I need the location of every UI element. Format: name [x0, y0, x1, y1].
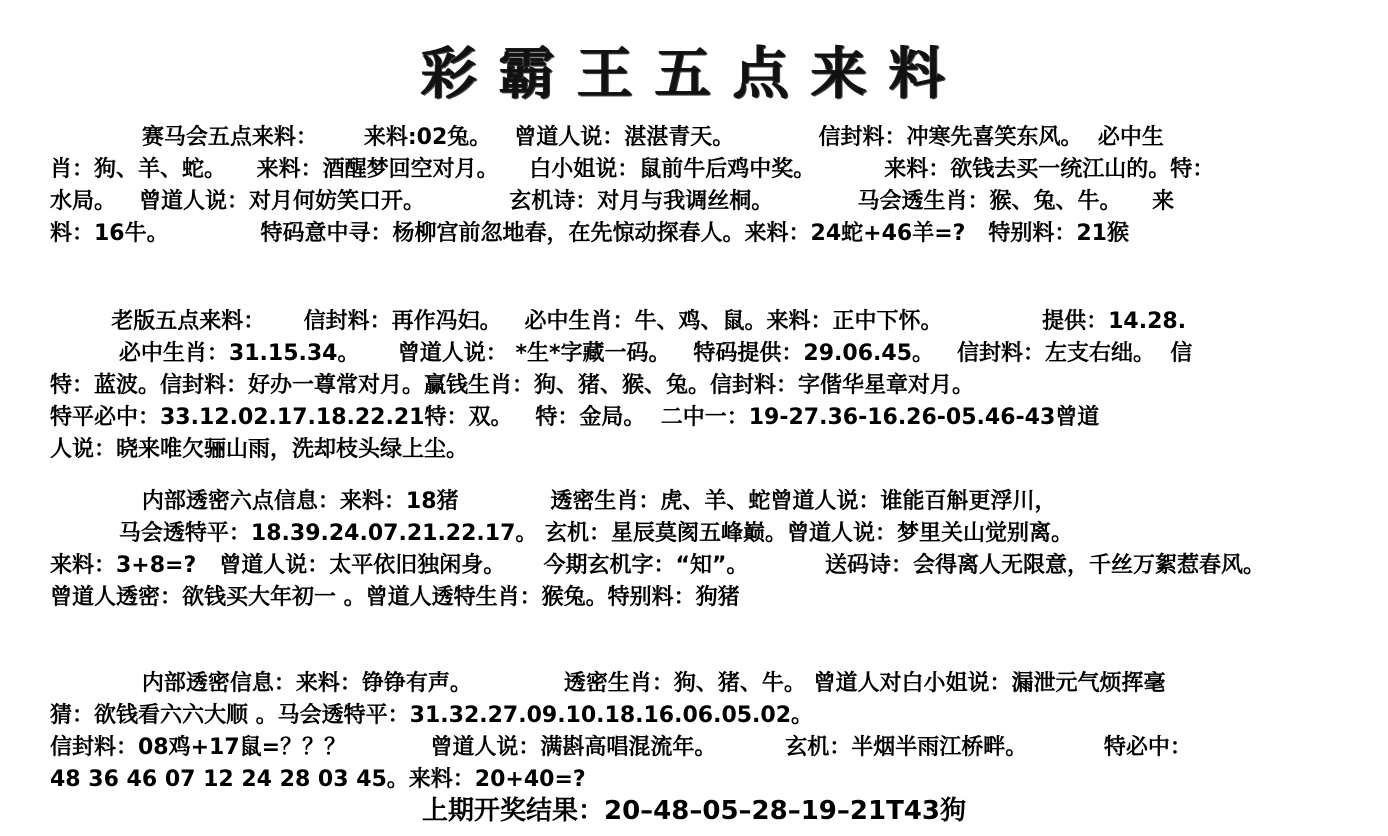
- text-line: 来料：3+8=? 曾道人说：太平依旧独闲身。 今期玄机字：“知”。 送码诗：会得离人无限意，千丝万絮惹春风。: [50, 553, 1266, 578]
- text-line: 老版五点来料： 信封料：再作冯妇。 必中生肖：牛、鸡、鼠。来料：正中下怀。 提供：14.28.: [50, 309, 1187, 334]
- text-line: 曾道人透密：欲钱买大年初一 。曾道人透特生肖：猴兔。特别料：狗猪: [50, 585, 740, 610]
- text-line: 内部透密信息：来料：铮铮有声。 透密生肖：狗、猪、牛。 曾道人对白小姐说：漏泄元气烦挥毫: [50, 671, 1166, 696]
- section-saimahui: [50, 122, 1385, 250]
- page-title: 彩霸王五点来料: [421, 41, 967, 107]
- last-draw-result: 上期开奖结果：20–48–05–28–19–21T43狗: [421, 796, 966, 826]
- text-line: 特平必中：33.12.02.17.18.22.21特：双。 特：金局。 二中一：19-27.36-16.26-05.46-43曾道: [50, 405, 1100, 430]
- text-line: 信封料：08鸡+17鼠=？？？ 曾道人说：满斟高唱混流年。 玄机：半烟半雨江桥畔。 特必中：: [50, 735, 1192, 760]
- text-line: 料：16牛。 特码意中寻：杨柳宫前忽地春，在先惊动探春人。来料：24蛇+46羊=? 特别料：21猴: [50, 221, 1129, 246]
- text-line: 马会透特平：18.39.24.07.21.22.17。 玄机：星辰莫阂五峰巅。曾道人说：梦里关山觉别离。: [50, 521, 1074, 546]
- section-neibu-liudian: [50, 486, 1385, 614]
- text-line: 特：蓝波。信封料：好办一尊常对月。赢钱生肖：狗、猪、猴、兔。信封料：字偕华星章对月。: [50, 373, 975, 398]
- text-line: 必中生肖：31.15.34。 曾道人说： *生*字藏一码。 特码提供：29.06.45。 信封料：左支右绌。 信: [50, 341, 1193, 366]
- section-laoban: [50, 306, 1385, 466]
- text-line: 48 36 46 07 12 24 28 03 45。来料：20+40=?: [50, 767, 586, 792]
- text-line: 赛马会五点来料： 来料:02兔。 曾道人说：湛湛青天。 信封料：冲寒先喜笑东风。 必中生: [50, 125, 1164, 150]
- text-line: 猜：欲钱看六六大顺 。马会透特平：31.32.27.09.10.18.16.06.05.02。: [50, 703, 814, 728]
- text-line: 内部透密六点信息：来料：18猪 透密生肖：虎、羊、蛇曾道人说：谁能百斛更浮川，: [50, 489, 1057, 514]
- text-line: 人说：晓来唯欠骊山雨，洗却枝头绿上尘。: [50, 437, 469, 462]
- section-neibu: [50, 668, 1385, 796]
- text-line: 肖：狗、羊、蛇。 来料：酒醒梦回空对月。 白小姐说：鼠前牛后鸡中奖。 来料：欲钱去买一统江山的。特：: [50, 157, 1215, 182]
- text-line: 水局。 曾道人说：对月何妨笑口开。 玄机诗：对月与我调丝桐。 马会透生肖：猴、兔、牛。 来: [50, 189, 1175, 214]
